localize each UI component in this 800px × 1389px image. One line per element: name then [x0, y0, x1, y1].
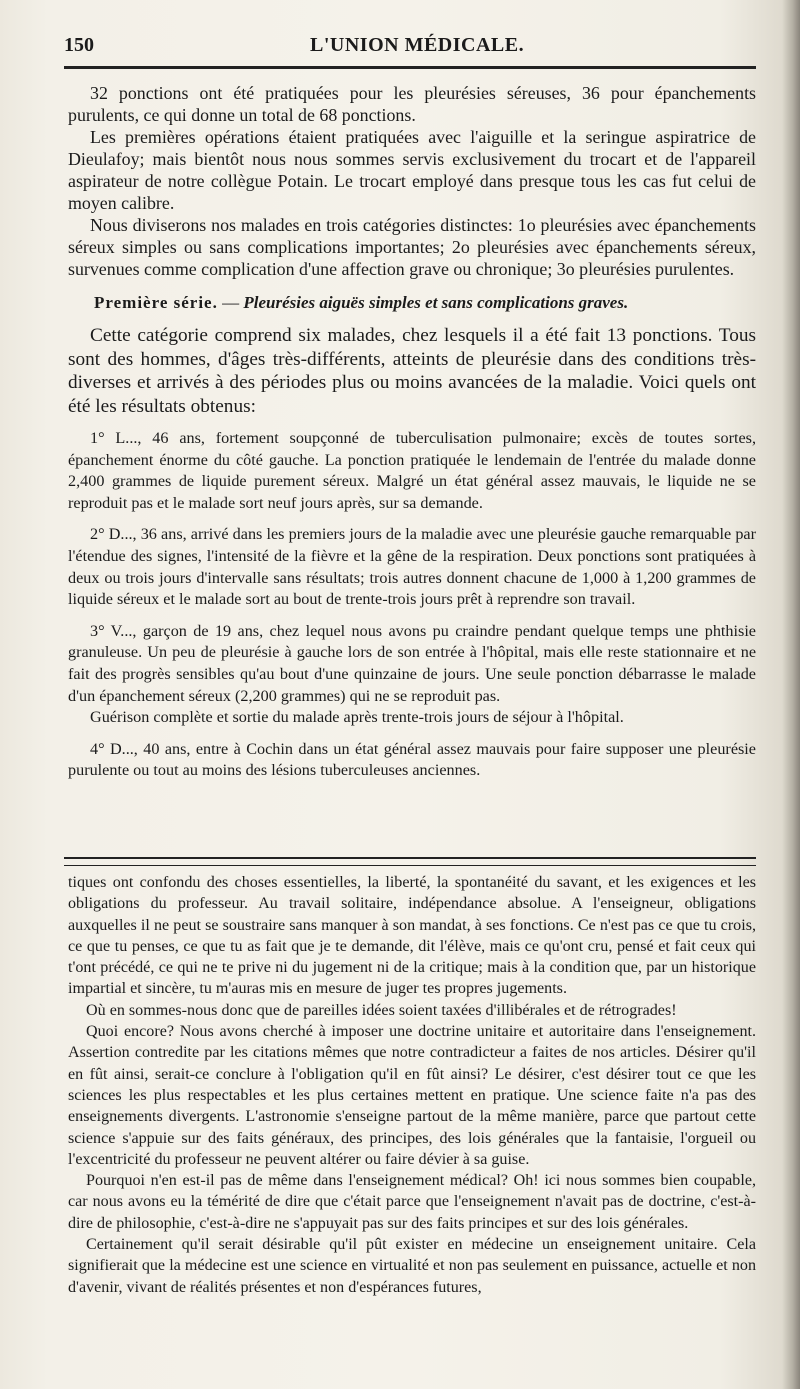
section-intro: Cette catégorie comprend six malades, chez lesquels il a été fait 13 ponctions. Tous sont des hommes, d'âges très-différents, atteints de pleurésie dans des conditions très-diverses et arrivés à des périodes plus ou moins avancées de la maladie. Voici quels ont été les résultats obtenus:: [68, 325, 756, 417]
main-article: [68, 82, 756, 782]
page-header: [64, 34, 756, 64]
header-rule: [64, 66, 756, 69]
running-title: L'UNION MÉDICALE.: [310, 34, 525, 56]
page-edge-shadow: [782, 0, 800, 1389]
feuilleton-paragraph: Certainement qu'il serait désirable qu'il pût exister en médecine un enseignement unitaire. Cela signifierait que la médecine est une science en virtualité et non pas seulement en puissance, actuelle et non d'avenir, vivant de réalités présentes et non d'espérances futures,: [68, 1236, 756, 1296]
case-entry: 2° D..., 36 ans, arrivé dans les premiers jours de la maladie avec une pleurésie gauche remarquable par l'étendue des signes, l'intensité de la fièvre et la gêne de la respiration. Deux ponctions sont pratiquées à deux ou trois jours d'intervalle sans résultats; trois autres donnent chacune de 1,000 à 1,200 grammes de liquide séreux et le malade sort au bout de trente-trois jours prêt à reprendre son travail.: [68, 525, 756, 609]
section-dash: —: [222, 293, 240, 312]
feuilleton-paragraph: Où en sommes-nous donc que de pareilles idées soient taxées d'illibérales et de rétrogrades!: [86, 1001, 677, 1019]
main-paragraph: 32 ponctions ont été pratiquées pour les pleurésies séreuses, 36 pour épanchements purulents, ce qui donne un total de 68 ponctions.: [68, 83, 756, 125]
feuilleton-paragraph: Quoi encore? Nous avons cherché à imposer une doctrine unitaire et autoritaire dans l'enseignement. Assertion contredite par les citations mêmes que notre contradicteur a faites de nos articles. Désirer qu'il en fût ainsi, serait-ce conclure à l'obligation qu'il en fût ainsi? Le désirer, c'est désirer tout ce que les sciences les plus respectables et les plus certaines mettent en pratique. Une science faite n'a pas des enseignements divergents. L'astronomie s'enseigne partout de la même manière, parce que partout cette science s'appuie sur des faits généraux, des principes, des lois générales que la fantaisie, l'orgueil ou l'excentricité du professeur ne peuvent altérer ou faire dévier à sa guise.: [68, 1023, 756, 1168]
case-entry: Guérison complète et sortie du malade après trente-trois jours de séjour à l'hôpital.: [90, 708, 624, 727]
feuilleton-rule: [64, 857, 756, 866]
case-entry: 4° D..., 40 ans, entre à Cochin dans un état général assez mauvais pour faire supposer une pleurésie purulente ou tout au moins des lésions tuberculeuses anciennes.: [68, 739, 756, 780]
case-entry: 3° V..., garçon de 19 ans, chez lequel nous avons pu craindre pendant quelque temps une phthisie granuleuse. Un peu de pleurésie à gauche lors de son entrée à l'hôpital, mais elle reste stationnaire et ne fait des progrès sensibles qu'au bout d'une quinzaine de jours. Une seule ponction débarrasse le malade d'un épanchement séreux (2,200 grammes) qui ne se reproduit pas.: [68, 621, 756, 705]
section-heading: [94, 292, 756, 314]
section-label: Première série.: [94, 293, 218, 312]
section-title: Pleurésies aiguës simples et sans complications graves.: [243, 293, 629, 312]
feuilleton-paragraph: tiques ont confondu des choses essentielles, la liberté, la spontanéité du savant, et les exigences et les obligations du professeur. Au travail solitaire, indépendance absolue. A l'enseigneur, obligations auxquelles il ne peut se soustraire sans manquer à son mandat, à ses fonctions. Ce n'est pas ce que tu crois, ce que tu penses, ce que tu as fait que je te demande, dit l'élève, mais ce qu'ont cru, pensé et fait ceux qui t'ont précédé, ce qui ne te prive ni du jugement ni de la critique; mais à la condition que, par un historique impartial et sincère, tu m'auras mis en mesure de juger tes propres jugements.: [68, 874, 756, 998]
page-number: 150: [64, 34, 94, 56]
main-paragraph: Les premières opérations étaient pratiquées avec l'aiguille et la seringue aspiratrice de Dieulafoy; mais bientôt nous nous sommes servis exclusivement du trocart et de l'appareil aspirateur de notre collègue Potain. Le trocart employé dans presque tous les cas fut celui de moyen calibre.: [68, 127, 756, 213]
case-list: [68, 418, 756, 782]
case-entry: 1° L..., 46 ans, fortement soupçonné de tuberculisation pulmonaire; excès de toutes sortes, épanchement énorme du côté gauche. La ponction pratiquée le lendemain de l'entrée du malade donne 2,400 grammes de liquide purement séreux. Malgré un état général assez mauvais, le liquide ne se reproduit pas et le malade sort neuf jours après, sur sa demande.: [68, 429, 756, 512]
feuilleton-paragraph: Pourquoi n'en est-il pas de même dans l'enseignement médical? Oh! ici nous sommes bien coupable, car nous avons eu la témérité de dire que c'était parce que l'enseignement n'avait pas de doctrine, c'est-à-dire de philosophie, c'est-à-dire ne s'appuyait pas sur des faits principes et sur des lois générales.: [68, 1172, 756, 1232]
main-paragraph: Nous diviserons nos malades en trois catégories distinctes: 1o pleurésies avec épanchements séreux simples ou sans complications importantes; 2o pleurésies avec épanchements séreux, survenues comme complication d'une affection grave ou chronique; 3o pleurésies purulentes.: [68, 215, 756, 279]
feuilleton: [68, 872, 756, 1298]
